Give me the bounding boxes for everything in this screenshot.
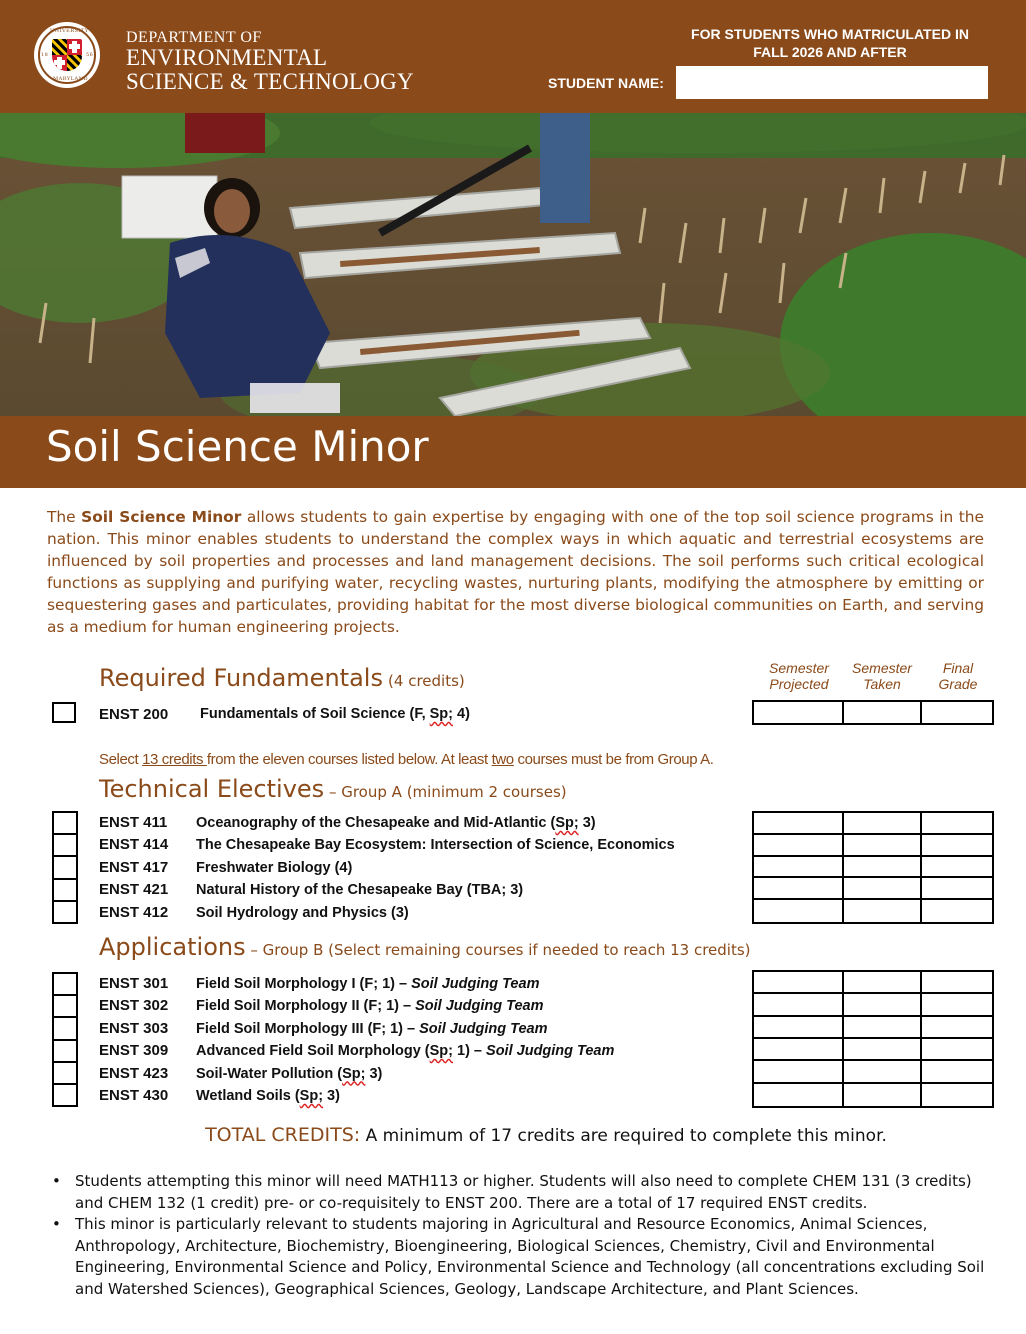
required-credits: (4 credits) [388,672,465,690]
intro-lead: The [47,508,82,526]
course-name: Soil Hydrology and Physics (3) [196,904,409,921]
total-credits [0,1124,1026,1146]
dept-line-2: ENVIRONMENTAL [126,45,328,70]
cell-taken[interactable] [844,900,922,922]
cell-grade[interactable] [922,878,992,900]
seal-text-bottom: MARYLAND [53,76,88,82]
checkbox-enst423[interactable] [54,1063,76,1085]
col1-line1: Semester [769,660,829,676]
checkbox-enst303[interactable] [54,1018,76,1040]
cell-taken[interactable] [844,702,922,723]
university-seal-icon [34,22,100,88]
group-b-checkboxes [52,972,78,1107]
grade-grid-group-b [752,970,994,1108]
col3-line1: Final [942,660,974,676]
col2-line1: Semester [852,660,912,676]
dept-line-1: DEPARTMENT OF [126,29,262,46]
intro-body: allows students to gain expertise by engaging with one of the top soil science programs in the nation. This minor enables students to understand the complex ways in which aquatic and terrestrial ecosystems are influenced by soil properties and processes and land management decisions. The soil performs such critical ecological functions as supplying and purifying water, recycling wastes, nurturing plants, modifying the atmosphere by emitting or sequestering gases and particulates, providing habitat for the most diverse biological communities on Earth, and serving as a medium for human engineering projects. [47,508,984,636]
cell-grade[interactable] [922,900,992,922]
seal-year-left: 18 [41,52,49,58]
group-a-title [99,775,567,803]
col-semester-taken [842,660,922,692]
checkbox-enst417[interactable] [54,857,76,879]
cell-projected[interactable] [754,702,844,723]
course-code: ENST 412 [99,903,169,921]
course-name: Soil-Water Pollution (Sp; 3) [196,1065,383,1082]
total-credits-label: TOTAL CREDITS: [205,1124,361,1146]
checkbox-enst430[interactable] [54,1085,76,1105]
course-name: Advanced Field Soil Morphology (Sp; 1) – Soil Judging Team [196,1043,615,1060]
cell-projected[interactable] [754,1017,844,1039]
group-b-title [99,933,751,961]
col1-line2: Projected [769,676,829,692]
intro-bold: Soil Science Minor [81,508,242,526]
total-credits-text: A minimum of 17 credits are required to complete this minor. [360,1126,887,1146]
cell-taken[interactable] [844,1039,922,1061]
group-a-heading: Technical Electives [99,775,325,803]
notes-list [50,1171,1000,1300]
col-semester-projected [756,660,842,692]
course-name: Field Soil Morphology I (F; 1) – Soil Judging Team [196,976,540,992]
course-name: Wetland Soils (Sp; 3) [196,1088,340,1104]
grade-grid-enst200 [752,700,994,725]
checkbox-enst421[interactable] [54,880,76,902]
group-b-subtitle: – Group B (Select remaining courses if needed to reach 13 credits) [245,941,751,959]
page-title: Soil Science Minor [46,422,429,471]
cell-taken[interactable] [844,857,922,879]
course-code: ENST 423 [99,1064,169,1082]
course-code: ENST 414 [99,836,169,854]
note-item: • This minor is particularly relevant to students majoring in Agricultural and Resource Economics, Animal Sciences, Anthropology, Architecture, Biochemistry, Bioengineering, Biological Sciences, Chemistry, Civil and Environmental Engineering, Environmental Science and Policy, Environmental Science and Technology (all concentrations excluding Soil and Watershed Sciences), Geographical Sciences, Geology, Landscape Architecture, and Plant Sciences. [50,1214,1000,1300]
cell-grade[interactable] [922,835,992,857]
course-name: The Chesapeake Bay Ecosystem: Intersection of Science, Economics [196,837,675,854]
col2-line2: Taken [863,676,901,692]
group-b-heading: Applications [99,933,246,961]
course-code: ENST 303 [99,1019,169,1037]
group-a-checkboxes [52,811,78,924]
student-name-label: STUDENT NAME: [548,75,664,91]
cell-grade[interactable] [922,702,992,723]
cell-taken[interactable] [844,835,922,857]
course-name-enst200: Fundamentals of Soil Science (F, Sp; 4) [200,706,470,722]
cell-projected[interactable] [754,835,844,857]
seal-year-right: 56 [86,52,94,58]
grade-grid-group-a [752,811,994,924]
course-name: Field Soil Morphology III (F; 1) – Soil Judging Team [196,1020,548,1037]
course-code: ENST 301 [99,975,169,992]
cell-grade[interactable] [922,857,992,879]
cell-taken[interactable] [844,1061,922,1083]
cell-projected[interactable] [754,857,844,879]
col-final-grade [922,660,994,692]
student-name-input[interactable] [676,66,988,99]
cell-grade[interactable] [922,1084,992,1106]
cell-projected[interactable] [754,1061,844,1083]
course-code: ENST 417 [99,858,169,876]
course-name: Natural History of the Chesapeake Bay (TBA; 3) [196,882,524,899]
cell-taken[interactable] [844,878,922,900]
required-section-title [99,664,465,692]
matric-line-1: FOR STUDENTS WHO MATRICULATED IN [691,26,969,42]
cell-grade[interactable] [922,1061,992,1083]
course-code-enst200: ENST 200 [99,706,169,723]
hero-photo [0,113,1026,416]
checkbox-enst301[interactable] [54,974,76,996]
checkbox-enst412[interactable] [54,902,76,922]
group-a-subtitle: – Group A (minimum 2 courses) [324,783,567,801]
cell-grade[interactable] [922,994,992,1016]
cell-projected[interactable] [754,878,844,900]
cell-projected[interactable] [754,900,844,922]
checkbox-enst302[interactable] [54,996,76,1018]
course-name: Field Soil Morphology II (F; 1) – Soil Judging Team [196,998,544,1015]
course-code: ENST 421 [99,881,169,899]
cell-taken[interactable] [844,994,922,1016]
cell-grade[interactable] [922,972,992,994]
checkbox-enst414[interactable] [54,835,76,857]
col3-line2: Grade [938,676,978,692]
course-name: Freshwater Biology (4) [196,859,353,876]
cell-projected[interactable] [754,972,844,994]
cell-taken[interactable] [844,1017,922,1039]
course-code: ENST 302 [99,997,169,1015]
checkbox-enst200[interactable] [52,702,76,723]
cell-taken[interactable] [844,1084,922,1106]
cell-grade[interactable] [922,1017,992,1039]
cell-grade[interactable] [922,813,992,835]
course-code: ENST 430 [99,1087,169,1104]
matric-line-2: FALL 2026 AND AFTER [753,44,907,60]
matriculation-note [670,25,990,61]
checkbox-enst411[interactable] [54,813,76,835]
note-item: • Students attempting this minor will need MATH113 or higher. Students will also need to complete CHEM 131 (3 credits) and CHEM 132 (1 credit) pre- or co-requisitely to ENST 200. There are a total of 17 required ENST credits. [50,1171,1000,1214]
cell-projected[interactable] [754,1084,844,1106]
select-credits-note: Select 13 credits from the eleven courses listed below. At least two courses must be from Group A. [99,751,714,768]
course-code: ENST 411 [99,814,168,831]
dept-line-3: SCIENCE & TECHNOLOGY [126,69,414,94]
cell-projected[interactable] [754,994,844,1016]
cell-taken[interactable] [844,813,922,835]
course-name: Oceanography of the Chesapeake and Mid-Atlantic (Sp; 3) [196,815,596,831]
course-code: ENST 309 [99,1042,169,1060]
cell-projected[interactable] [754,1039,844,1061]
cell-grade[interactable] [922,1039,992,1061]
seal-text-top: UNIVERSITY OF [50,28,100,34]
cell-projected[interactable] [754,813,844,835]
required-title: Required Fundamentals [99,664,383,692]
intro-paragraph [47,506,984,638]
checkbox-enst309[interactable] [54,1041,76,1063]
cell-taken[interactable] [844,972,922,994]
